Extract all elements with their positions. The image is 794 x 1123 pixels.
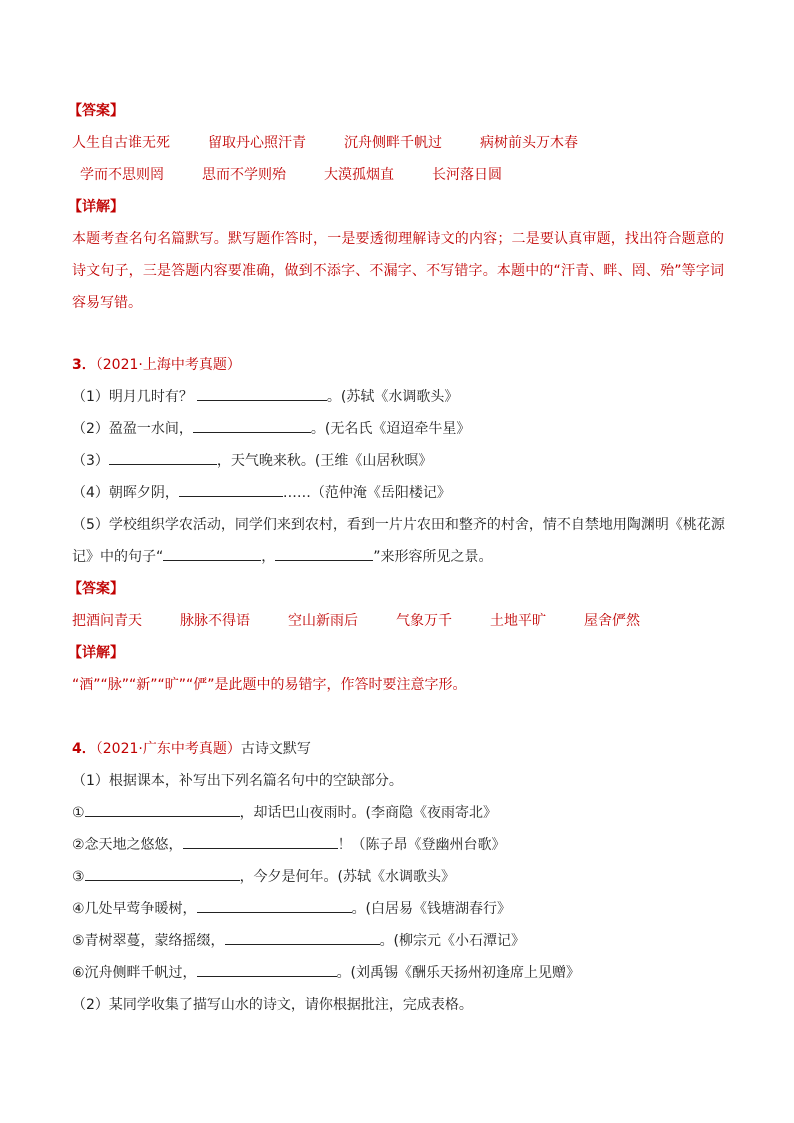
fill-source: 。(刘禹锡《酬乐天扬州初逢席上见赠》 <box>336 965 581 981</box>
answer-heading: 【答案】 <box>68 103 124 119</box>
answer-blank[interactable] <box>197 964 337 977</box>
question-number: 4． <box>72 741 96 757</box>
answer-item: 把酒问青天 <box>72 613 142 629</box>
answer-item: 屋舍俨然 <box>584 613 640 629</box>
answer-item: 沉舟侧畔千帆过 <box>344 135 442 151</box>
answer-blank[interactable] <box>179 484 283 497</box>
question-header <box>72 740 724 758</box>
fill-prompt: ⑤青树翠蔓，蒙络摇缀， <box>72 933 225 949</box>
answer-item: 气象万千 <box>396 613 452 629</box>
answer-blank[interactable] <box>197 900 352 913</box>
fill-item <box>72 964 724 982</box>
answer-item: 思而不学则殆 <box>202 167 286 183</box>
fill-source: ，却话巴山夜雨时。(李商隐《夜雨寄北》 <box>239 805 498 821</box>
fill-item <box>72 420 724 438</box>
fill-item <box>72 900 724 918</box>
fill-prompt: 记》中的句子“ <box>72 549 164 565</box>
sub-question: （1）根据课本，补写出下列名篇名句中的空缺部分。 <box>72 773 403 789</box>
answer-blank[interactable] <box>163 548 261 561</box>
answer-blank[interactable] <box>85 804 240 817</box>
fill-prompt: （1）明月几时有？ <box>72 389 193 405</box>
answer-blank[interactable] <box>197 388 327 401</box>
fill-source: 。(无名氏《迢迢牵牛星》 <box>310 421 471 437</box>
fill-source: 。(苏轼《水调歌头》 <box>326 389 459 405</box>
fill-source: 。(白居易《钱塘湖春行》 <box>351 901 512 917</box>
answer-item: 病树前头万木春 <box>480 135 578 151</box>
answer-item: 大漠孤烟直 <box>324 167 394 183</box>
fill-item <box>72 452 724 470</box>
question-title: 古诗文默写 <box>240 741 311 757</box>
fill-prompt: ②念天地之悠悠， <box>72 837 183 853</box>
question-source: （2021·上海中考真题） <box>95 357 241 373</box>
fill-item <box>72 868 724 886</box>
fill-item-5-line2 <box>72 548 724 566</box>
answer-blank[interactable] <box>109 452 217 465</box>
fill-prompt: （4）朝晖夕阴， <box>72 485 179 501</box>
detail-text: 本题考查名句名篇默写。默写题作答时，一是要透彻理解诗文的内容；二是要认真审题，找出符合题意的诗文句子，三是答题内容要准确，做到不添字、不漏字、不写错字。本题中的“汗青、畔、罔、殆”等字词容易写错。 <box>72 231 724 311</box>
detail-heading: 【详解】 <box>68 645 124 661</box>
answer-row <box>72 134 724 152</box>
fill-item <box>72 484 724 502</box>
fill-prompt: （3） <box>72 453 109 469</box>
fill-source: ”来形容所见之景。 <box>373 549 493 565</box>
answer-item: 空山新雨后 <box>288 613 358 629</box>
answer-row <box>80 166 724 184</box>
answer-blank[interactable] <box>193 420 311 433</box>
fill-prompt: ① <box>72 805 85 821</box>
fill-item <box>72 932 724 950</box>
fill-item <box>72 388 724 406</box>
answer-item: 留取丹心照汗青 <box>208 135 306 151</box>
fill-prompt: （2）盈盈一水间， <box>72 421 193 437</box>
fill-prompt: ③ <box>72 869 85 885</box>
answer-blank[interactable] <box>225 932 380 945</box>
answer-blank[interactable] <box>183 836 338 849</box>
answer-item: 脉脉不得语 <box>180 613 250 629</box>
fill-source: 。(柳宗元《小石潭记》 <box>379 933 526 949</box>
fill-source: ，今夕是何年。(苏轼《水调歌头》 <box>239 869 456 885</box>
fill-item <box>72 804 724 822</box>
fill-source: ……（范仲淹《岳阳楼记》 <box>282 485 451 501</box>
fill-separator: ， <box>261 549 276 565</box>
answer-heading: 【答案】 <box>68 581 124 597</box>
answer-item: 长河落日圆 <box>432 167 502 183</box>
detail-text: “酒”“脉”“新”“旷”“俨”是此题中的易错字，作答时要注意字形。 <box>72 677 467 693</box>
fill-prompt: ⑥沉舟侧畔千帆过， <box>72 965 197 981</box>
detail-heading: 【详解】 <box>68 199 124 215</box>
question-source: （2021·广东中考真题） <box>95 741 241 757</box>
fill-item-5-line1: （5）学校组织学农活动，同学们来到农村，看到一片片农田和整齐的村舍，情不自禁地用陶渊明《桃花源 <box>72 517 725 533</box>
answer-item: 学而不思则罔 <box>80 167 164 183</box>
answer-item: 人生自古谁无死 <box>72 135 170 151</box>
fill-source: ，天气晚来秋。(王维《山居秋暝》 <box>216 453 433 469</box>
answer-blank[interactable] <box>85 868 240 881</box>
fill-source: ！（陈子昂《登幽州台歌》 <box>337 837 506 853</box>
question-number: 3． <box>72 357 96 373</box>
fill-item <box>72 836 724 854</box>
fill-prompt: ④几处早莺争暖树， <box>72 901 197 917</box>
answer-blank[interactable] <box>275 548 373 561</box>
answer-item: 土地平旷 <box>490 613 546 629</box>
sub-question: （2）某同学收集了描写山水的诗文，请你根据批注，完成表格。 <box>72 997 473 1013</box>
question-header <box>72 356 724 374</box>
answer-row <box>72 612 724 630</box>
